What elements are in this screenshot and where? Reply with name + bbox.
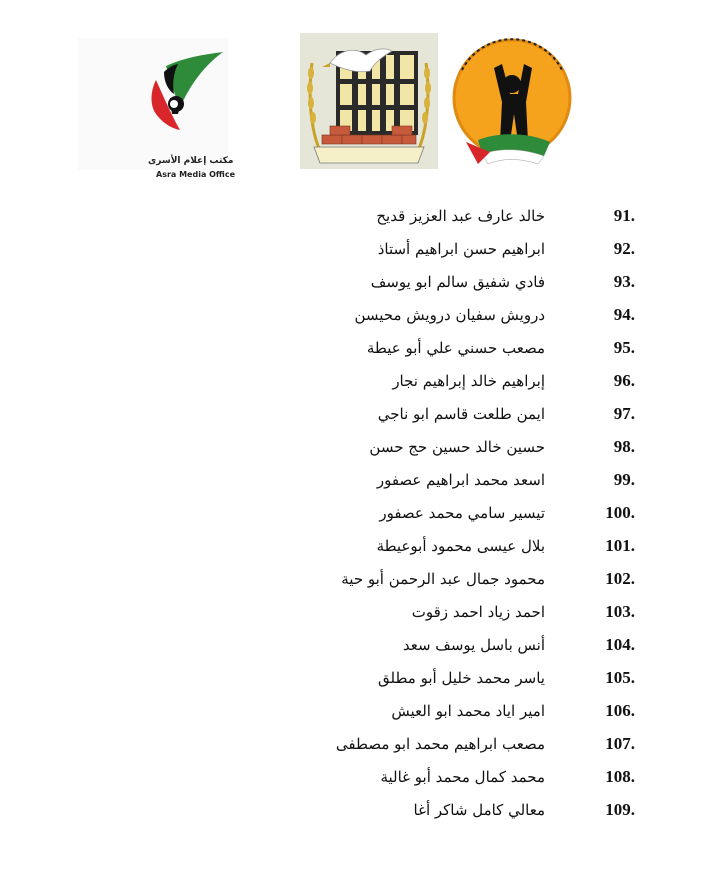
item-name: فادي شفيق سالم ابو يوسف (370, 273, 545, 291)
item-name: مصعب ابراهيم محمد ابو مصطفى (335, 735, 545, 753)
item-name: حسين خالد حسين حج حسن (369, 438, 545, 456)
item-number: 103. (605, 602, 635, 621)
item-number: 107. (605, 734, 635, 753)
asra-media-office-logo (78, 38, 236, 179)
list-item (336, 728, 635, 760)
item-name: احمد زياد احمد زقوت (411, 603, 545, 621)
list-item (378, 398, 635, 430)
list-item (369, 431, 635, 463)
list-item (378, 233, 635, 265)
item-number: 100. (605, 503, 635, 522)
item-number: 99. (613, 470, 635, 489)
item-name: معالي كامل شاكر أغا (413, 801, 545, 819)
item-number: 106. (605, 701, 635, 720)
authority-emblem-icon (438, 24, 588, 170)
list-item (380, 761, 635, 793)
header-logos (0, 0, 725, 185)
item-number: 91. (613, 206, 635, 225)
item-name: محمود جمال عبد الرحمن أبو حية (341, 570, 545, 588)
media-office-emblem-icon (78, 38, 228, 170)
item-name: ايمن طلعت قاسم ابو ناجي (377, 405, 545, 423)
list-item (354, 299, 635, 331)
item-name: مصعب حسني علي أبو عيطة (366, 339, 545, 357)
list-item (379, 497, 635, 529)
item-number: 108. (605, 767, 635, 786)
item-number: 97. (613, 404, 635, 423)
list-item (376, 200, 635, 232)
item-number: 105. (605, 668, 635, 687)
item-name: امير اياد محمد ابو العيش (391, 702, 545, 720)
item-name: أنس باسل يوسف سعد (402, 636, 545, 654)
item-name: خالد عارف عبد العزيز قديح (376, 207, 545, 225)
item-number: 92. (613, 239, 635, 258)
item-number: 102. (605, 569, 635, 588)
list-item (377, 530, 635, 562)
prisoner-club-emblem-icon (300, 33, 438, 169)
item-number: 101. (605, 536, 635, 555)
item-name: درويش سفيان درويش محيسن (354, 306, 545, 324)
item-number: 98. (613, 437, 635, 456)
detainees-authority-logo (438, 24, 588, 170)
list-item (341, 563, 635, 595)
item-number: 93. (613, 272, 635, 291)
list-item (414, 794, 635, 826)
list-item (403, 629, 635, 661)
item-name: محمد كمال محمد أبو غالية (380, 768, 545, 786)
list-item (377, 464, 635, 496)
item-name: ياسر محمد خليل أبو مطلق (378, 669, 545, 687)
item-number: 104. (605, 635, 635, 654)
item-name: إبراهيم خالد إبراهيم نجار (392, 372, 545, 390)
media-office-arabic-name: مكتب إعلام الأسرى (148, 156, 234, 166)
item-name: ابراهيم حسن ابراهيم أستاذ (377, 240, 545, 258)
list-item (371, 266, 635, 298)
item-number: 95. (613, 338, 635, 357)
item-number: 96. (613, 371, 635, 390)
item-name: بلال عيسى محمود أبوعيطة (376, 537, 545, 555)
list-item (412, 596, 635, 628)
prisoner-club-logo (300, 33, 438, 169)
list-item (392, 365, 635, 397)
item-number: 109. (605, 800, 635, 819)
list-item (367, 332, 635, 364)
item-number: 94. (613, 305, 635, 324)
item-name: تيسير سامي محمد عصفور (379, 504, 545, 522)
media-office-english-name: Asra Media Office (156, 170, 236, 179)
item-name: اسعد محمد ابراهيم عصفور (376, 471, 545, 489)
list-item (391, 695, 635, 727)
list-item (378, 662, 635, 694)
